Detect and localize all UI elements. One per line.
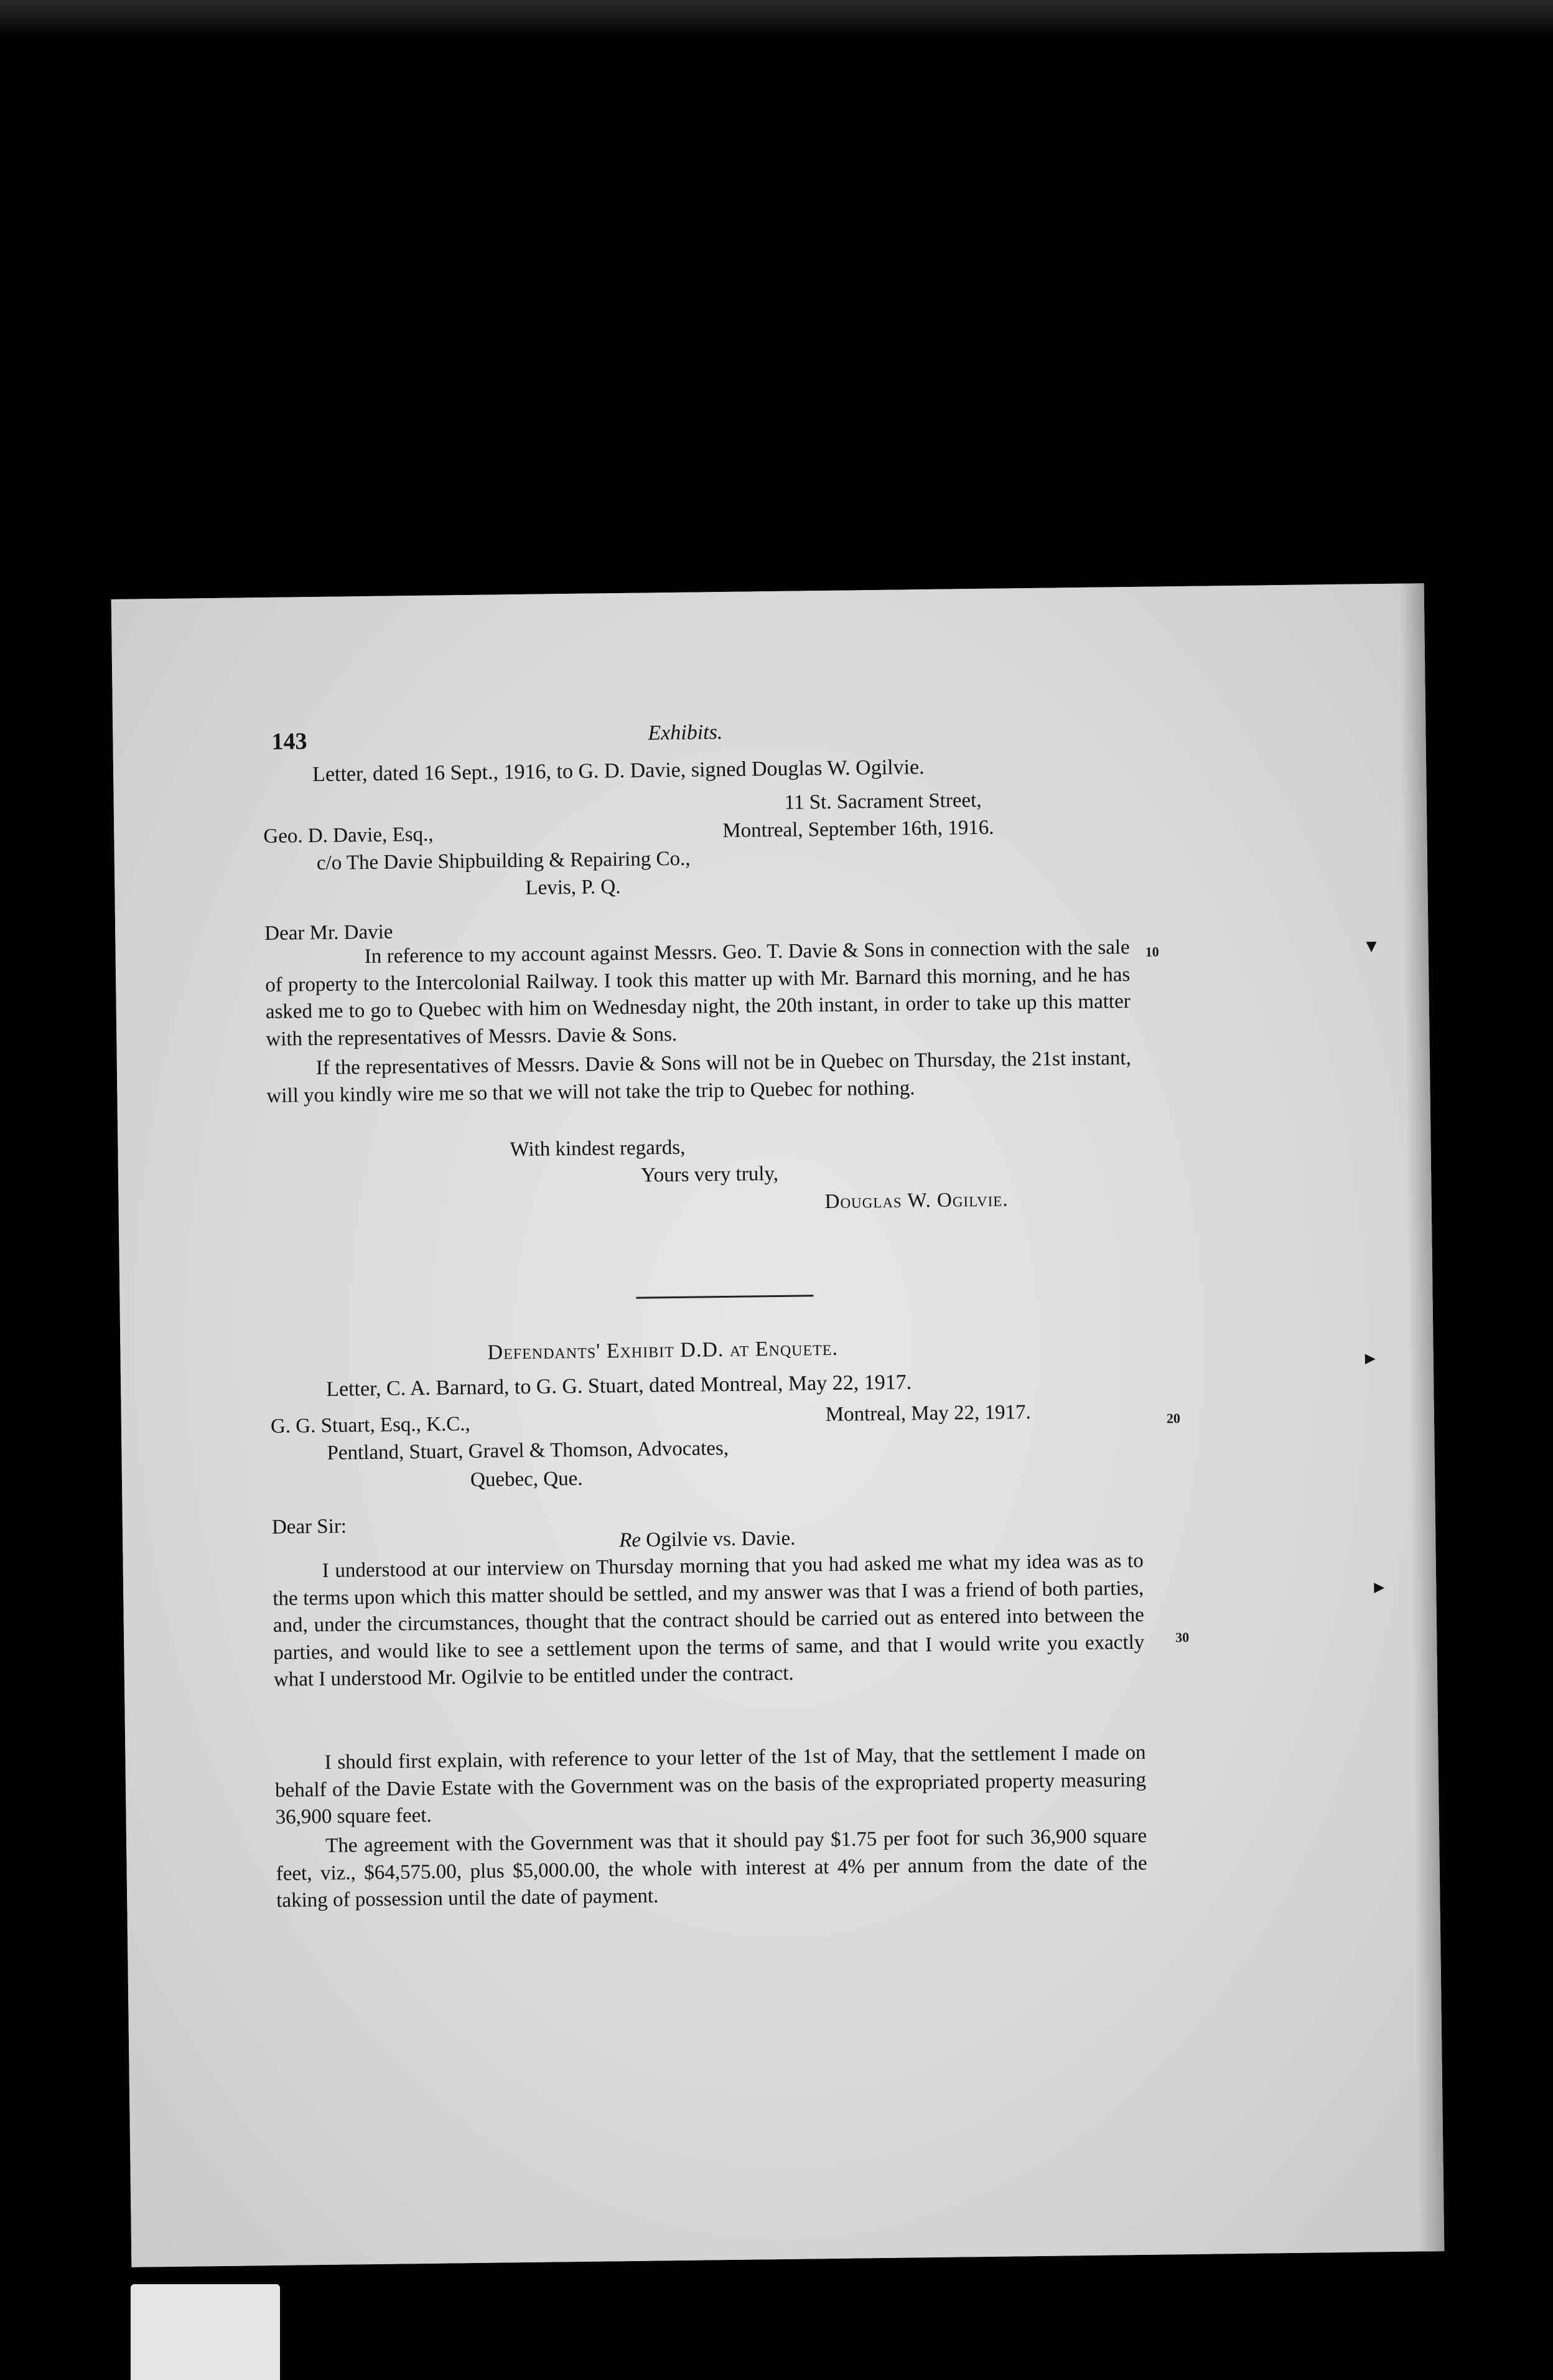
film-edge-strip: [0, 0, 1553, 35]
running-title: Exhibits.: [648, 721, 723, 745]
letter1-paragraph-1: In reference to my account against Messrs. Geo. T. Davie & Sons in connection with the sale of property to the Intercolonial Railway. I took this matter up with Mr. Barnard this morning, and he has asked me to go to Quebec with him on Wednesday night, the 20th instant, in order to take up this matter with the representatives of Messrs. Davie & Sons.: [265, 936, 1131, 1051]
next-frame-edge: [131, 2284, 280, 2380]
letter2-recipient-city: Quebec, Que.: [470, 1467, 583, 1492]
letter2-paragraph-3: The agreement with the Government was that it should pay $1.75 per foot for such 36,900 square feet, viz., $64,575.00, plus $5,000.00, the whole with interest at 4% per annum from the date of the taking of possession until the date of payment.: [276, 1824, 1147, 1912]
page-number: 143: [271, 728, 307, 755]
letter1-paragraph-2: If the representatives of Messrs. Davie & Sons will not be in Quebec on Thursday, the 21st instant, will you kindly wire me so that we will not take the trip to Quebec for nothing.: [266, 1047, 1132, 1107]
margin-line-number-10: 10: [1145, 944, 1159, 960]
letter2-recipient-firm: Pentland, Stuart, Gravel & Thomson, Advocates,: [327, 1436, 729, 1464]
letter2-paragraph-2: I should first explain, with reference to your letter of the 1st of May, that the settlement I made on behalf of the Davie Estate with the Government was on the basis of the expropriated property measuring 36,900 square feet.: [274, 1741, 1147, 1829]
letter2-recipient-name: G. G. Stuart, Esq., K.C.,: [270, 1413, 471, 1438]
letter1-recipient-company: c/o The Davie Shipbuilding & Repairing Co.,: [316, 847, 691, 874]
letter1-date: Montreal, September 16th, 1916.: [722, 816, 994, 843]
margin-ink-mark: ▼: [1366, 939, 1377, 955]
re-prefix: Re: [619, 1529, 641, 1552]
letter2-caption: Letter, C. A. Barnard, to G. G. Stuart, dated Montreal, May 22, 1917.: [326, 1370, 912, 1401]
document-page: [111, 583, 1445, 2267]
letter1-closing-regards: With kindest regards,: [510, 1136, 686, 1161]
letter1-salutation: Dear Mr. Davie: [264, 921, 393, 945]
letter1-closing-yours: Yours very truly,: [640, 1162, 779, 1187]
exhibit-heading: Defendants' Exhibit D.D. at Enquete.: [487, 1336, 839, 1364]
re-subject: Ogilvie vs. Davie.: [646, 1527, 796, 1552]
margin-line-number-30: 30: [1175, 1629, 1190, 1646]
letter1-recipient-name: Geo. D. Davie, Esq.,: [263, 823, 434, 848]
letter2-salutation: Dear Sir:: [271, 1515, 347, 1539]
section-divider: [636, 1295, 813, 1298]
letter1-sender-street: 11 St. Sacrament Street,: [784, 789, 982, 814]
margin-ink-mark: ▶: [1364, 1351, 1376, 1367]
letter1-signature: Douglas W. Ogilvie.: [824, 1188, 1009, 1214]
letter2-paragraph-1: I understood at our interview on Thursday morning that you had asked me what my idea was as to the terms upon which this matter should be settled, and my answer was that I was a friend of both parties, and, under the circumstances, thought that the contract should be carried out as entered into between the parties, and would like to see a settlement upon the terms of same, and that I would write you exactly what I understood Mr. Ogilvie to be entitled under the contract.: [273, 1549, 1145, 1691]
letter1-recipient-city: Levis, P. Q.: [525, 876, 621, 899]
letter2-re-line: [619, 1525, 796, 1554]
margin-line-number-20: 20: [1166, 1410, 1181, 1427]
margin-ink-mark: ▶: [1374, 1580, 1385, 1596]
page-edge-shadow: [1399, 583, 1445, 2251]
letter2-date: Montreal, May 22, 1917.: [825, 1401, 1031, 1427]
letter1-caption: Letter, dated 16 Sept., 1916, to G. D. Davie, signed Douglas W. Ogilvie.: [312, 756, 925, 787]
